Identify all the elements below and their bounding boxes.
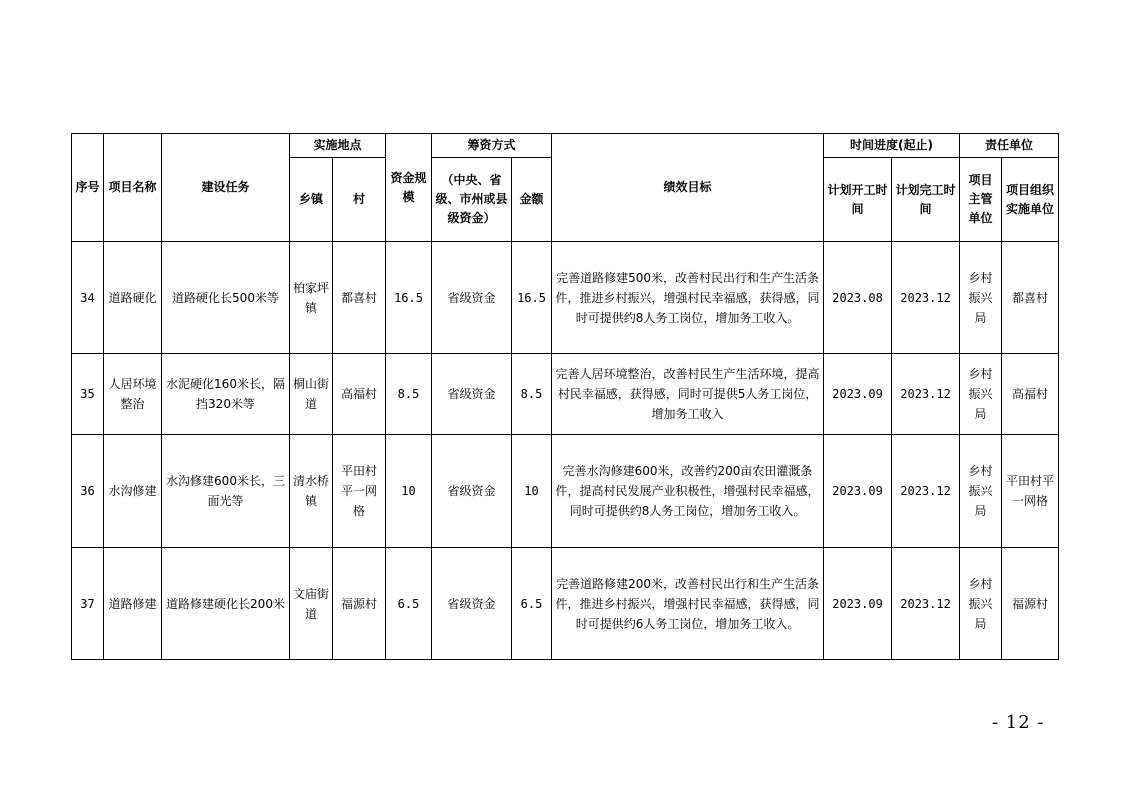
header-supervisor: 项目主管单位 (960, 158, 1002, 242)
cell-seq: 34 (72, 242, 104, 354)
header-seq: 序号 (72, 134, 104, 242)
cell-source: 省级资金 (432, 435, 512, 548)
cell-source: 省级资金 (432, 242, 512, 354)
cell-start: 2023.09 (824, 435, 892, 548)
cell-implementer: 高福村 (1002, 354, 1059, 435)
cell-village: 高福村 (333, 354, 386, 435)
cell-implementer: 福源村 (1002, 548, 1059, 660)
cell-task: 水泥硬化160米长，隔挡320米等 (162, 354, 290, 435)
header-town: 乡镇 (290, 158, 333, 242)
cell-implementer: 都喜村 (1002, 242, 1059, 354)
table-row (72, 435, 1059, 548)
header-source: （中央、省级、市州或县级资金） (432, 158, 512, 242)
cell-supervisor: 乡村振兴局 (960, 242, 1002, 354)
cell-implementer: 平田村平一网格 (1002, 435, 1059, 548)
header-end: 计划完工时间 (892, 158, 960, 242)
cell-goal: 完善道路修建200米，改善村民出行和生产生活条件，推进乡村振兴，增强村民幸福感，获得感，同时可提供约6人务工岗位，增加务工收入。 (552, 548, 824, 660)
header-name: 项目名称 (104, 134, 162, 242)
cell-seq: 36 (72, 435, 104, 548)
cell-end: 2023.12 (892, 242, 960, 354)
header-location: 实施地点 (290, 134, 386, 158)
table-row (72, 354, 1059, 435)
cell-seq: 37 (72, 548, 104, 660)
header-responsible: 责任单位 (960, 134, 1059, 158)
cell-name: 水沟修建 (104, 435, 162, 548)
cell-village: 福源村 (333, 548, 386, 660)
cell-task: 水沟修建600米长，三面光等 (162, 435, 290, 548)
header-schedule: 时间进度(起止) (824, 134, 960, 158)
cell-source: 省级资金 (432, 354, 512, 435)
header-goal: 绩效目标 (552, 134, 824, 242)
cell-goal: 完善人居环境整治，改善村民生产生活环境，提高村民幸福感，获得感，同时可提供5人务工岗位，增加务工收入 (552, 354, 824, 435)
cell-supervisor: 乡村振兴局 (960, 548, 1002, 660)
cell-supervisor: 乡村振兴局 (960, 354, 1002, 435)
cell-task: 道路修建硬化长200米 (162, 548, 290, 660)
cell-name: 道路硬化 (104, 242, 162, 354)
cell-name: 人居环境整治 (104, 354, 162, 435)
page-number: - 12 - (992, 712, 1045, 733)
cell-town: 清水桥镇 (290, 435, 333, 548)
header-start: 计划开工时间 (824, 158, 892, 242)
cell-goal: 完善道路修建500米，改善村民出行和生产生活条件，推进乡村振兴，增强村民幸福感，获得感，同时可提供约8人务工岗位，增加务工收入。 (552, 242, 824, 354)
cell-start: 2023.08 (824, 242, 892, 354)
cell-scale: 8.5 (386, 354, 432, 435)
cell-amount: 8.5 (512, 354, 552, 435)
cell-scale: 10 (386, 435, 432, 548)
table-row (72, 548, 1059, 660)
header-scale: 资金规模 (386, 134, 432, 242)
cell-name: 道路修建 (104, 548, 162, 660)
cell-amount: 10 (512, 435, 552, 548)
cell-town: 柏家坪镇 (290, 242, 333, 354)
cell-scale: 16.5 (386, 242, 432, 354)
header-implementer: 项目组织实施单位 (1002, 158, 1059, 242)
cell-village: 平田村平一网格 (333, 435, 386, 548)
header-village: 村 (333, 158, 386, 242)
cell-end: 2023.12 (892, 354, 960, 435)
cell-town: 文庙街道 (290, 548, 333, 660)
cell-town: 桐山街道 (290, 354, 333, 435)
cell-end: 2023.12 (892, 435, 960, 548)
cell-supervisor: 乡村振兴局 (960, 435, 1002, 548)
header-funding: 筹资方式 (432, 134, 552, 158)
cell-task: 道路硬化长500米等 (162, 242, 290, 354)
cell-start: 2023.09 (824, 548, 892, 660)
cell-amount: 16.5 (512, 242, 552, 354)
cell-goal: 完善水沟修建600米，改善约200亩农田灌溉条件，提高村民发展产业积极性，增强村民幸福感，同时可提供约8人务工岗位，增加务工收入。 (552, 435, 824, 548)
cell-start: 2023.09 (824, 354, 892, 435)
cell-source: 省级资金 (432, 548, 512, 660)
header-amount: 金额 (512, 158, 552, 242)
header-task: 建设任务 (162, 134, 290, 242)
cell-seq: 35 (72, 354, 104, 435)
cell-end: 2023.12 (892, 548, 960, 660)
cell-scale: 6.5 (386, 548, 432, 660)
project-table (71, 133, 1059, 660)
table-row (72, 242, 1059, 354)
cell-amount: 6.5 (512, 548, 552, 660)
cell-village: 都喜村 (333, 242, 386, 354)
